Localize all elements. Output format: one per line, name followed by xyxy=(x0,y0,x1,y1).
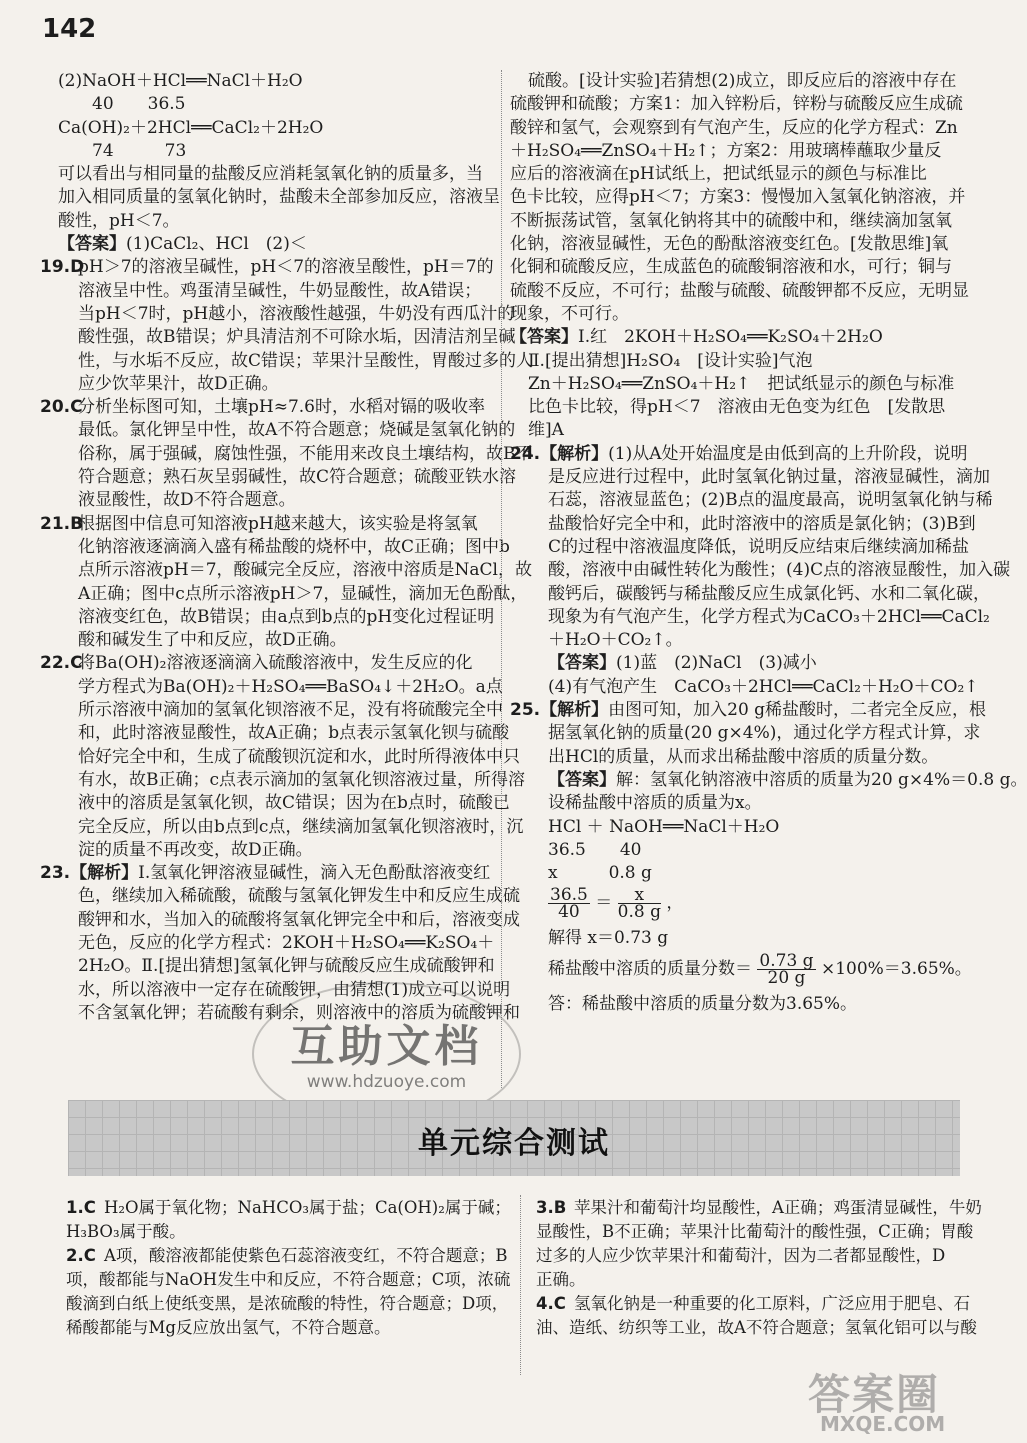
answer-label: 【答案】 xyxy=(58,234,126,255)
proportion-equation: $\frac{36.5}{40}$ ＝ $\frac{x}{0.8 g}$ ， xyxy=(550,885,684,923)
question-number: 19.D xyxy=(40,257,85,278)
fraction: $\frac{x}{0.8 g}$ xyxy=(617,885,661,923)
question-number: 2.C xyxy=(66,1246,96,1265)
stamp-text: 互助文档 xyxy=(290,1021,483,1072)
left-column: (2)NaOH＋HCl══NaCl＋H₂O 40 36.5 Ca(OH)₂＋2HCl══CaCl₂＋2H₂O 74 73 可以看出与相同量的盐酸反应消耗氢氧化钠的质量多，当 加入相同质量的氢氧化钠时，盐酸未全部参加反应，溶液呈 酸性，pH＜7。 【答案】(1)CaCl₂、HCl (2)＜ 19.DpH＞7的溶液呈碱性，pH＜7的溶液呈酸性，pH＝7的 溶液呈中性。鸡蛋清呈碱性，牛奶显酸性，故A错误； 当pH＜7时，pH越小，溶液酸性越强，牛奶没有西瓜汁的 酸性强，故B错误；炉具清洁剂不可除水垢，因清洁剂呈碱 性，与水垢不反应，故C错误；苹果汁呈酸性，胃酸过多的人 应少饮苹果汁，故D正确。 20.C分析坐标图可知，土壤pH≈7.6时，水稻对镉的吸收率 最低。氯化钾呈中性，故A不符合题意；烧碱是氢氧化钠的 俗称，属于强碱，腐蚀性强，不能用来改良土壤结构，故B不 符合题意；熟石灰呈弱碱性，故C符合题意；硫酸亚铁水溶 液显酸性，故D不符合题意。 21.B根据图中信息可知溶液pH越来越大，该实验是将氢氧 化钠溶液逐滴滴入盛有稀盐酸的烧杯中，故C正确；图中b 点所示溶液pH＝7，酸碱完全反应，溶液中溶质是NaCl，故 A正确；图中c点所示溶液pH＞7，显碱性，滴加无色酚酞， 溶液变红色，故B错误；由a点到b点的pH变化过程证明 酸和碱发生了中和反应，故D正确。 22.C将Ba(OH)₂溶液逐滴滴入硫酸溶液中，发生反应的化 学方程式为Ba(OH)₂＋H₂SO₄══BaSO₄↓＋2H₂O。a点 所示溶液中滴加的氢氧化钡溶液不足，没有将硫酸完全中 和，此时溶液显酸性，故A正确；b点表示氢氧化钡与硫酸 恰好完全中和，生成了硫酸钡沉淀和水，此时所得液体中只 有水，故B正确；c点表示滴加的氢氧化钡溶液过量，所得溶 液中的溶质是氢氧化钡，故C错误；因为在b点时，硫酸已 完全反应，所以由b点到c点，继续滴加氢氧化钡溶液时，沉 淀的质量不再改变，故D正确。 23.【解析】Ⅰ.氢氧化钾溶液显碱性，滴入无色酚酞溶液变红 色，继续加入稀硫酸，硫酸与氢氧化钾发生中和反应生成硫 酸钾和水，当加入的硫酸将氢氧化钾完全中和后，溶液变成 无色，反应的化学方程式：2KOH＋H₂SO₄══K₂SO₄＋ 2H₂O。Ⅱ.[提出猜想]氢氧化钾与硫酸反应生成硫酸钾和 水，所以溶液中一定存在硫酸钾，由猜想(1)成立可以说明 不含氢氧化钾；若硫酸有剩余，则溶液中的溶质为硫酸钾和 xyxy=(40,71,534,1023)
question-19: 19.DpH＞7的溶液呈碱性，pH＜7的溶液呈酸性，pH＝7的 xyxy=(40,256,490,279)
question-number: 24.【解析】 xyxy=(510,443,609,464)
answer-line: 【答案】解：氢氧化钠溶液中溶质的质量为20 g×4%＝0.8 g。 xyxy=(548,769,1027,790)
section-banner xyxy=(68,1100,960,1176)
column-divider xyxy=(520,1195,521,1375)
watermark-text: 答案圈 xyxy=(808,1370,941,1419)
question-3: 3.B 苹果汁和葡萄汁均显酸性，A正确；鸡蛋清显碱性，牛奶 xyxy=(536,1196,966,1220)
right-column: 硫酸。[设计实验]若猜想(2)成立，即反应后的溶液中存在 硫酸钾和硫酸；方案1：加入锌粉后，锌粉与硫酸反应生成硫 酸锌和氢气，会观察到有气泡产生，反应的化学方程式：Zn ＋H₂SO₄══ZnSO₄＋H₂↑；方案2：用玻璃棒蘸取少量反 应后的溶液滴在pH试纸上，把试纸显示的颜色与标准比 色卡比较，应得pH＜7；方案3：慢慢加入氢氧化钠溶液，并 不断振荡试管，氢氧化钠将其中的硫酸中和，继续滴加氢氧 化钠，溶液显碱性，无色的酚酞溶液变红色。[发散思维]氧 化铜和硫酸反应，生成蓝色的硫酸铜溶液和水，可行；铜与 硫酸不反应，不可行；盐酸与硫酸、硫酸钾都不反应，无明显 现象，不可行。 【答案】Ⅰ.红 2KOH＋H₂SO₄══K₂SO₄＋2H₂O Ⅱ.[提出猜想]H₂SO₄ [设计实验]气泡 Zn＋H₂SO₄══ZnSO₄＋H₂↑ 把试纸显示的颜色与标准 比色卡比较，得pH＜7 溶液由无色变为红色 [发散思 维]A 24.【解析】(1)从A处开始温度是由低到高的上升阶段，说明 是反应进行过程中，此时氢氧化钠过量，溶液显碱性，滴加 石蕊，溶液显蓝色；(2)B点的温度最高，说明氢氧化钠与稀 盐酸恰好完全中和，此时溶液中的溶质是氯化钠；(3)B到 C的过程中溶液温度降低，说明反应结束后继续滴加稀盐 酸，溶液中由碱性转化为酸性；(4)C点的溶液显酸性，加入碳 酸钙后，碳酸钙与稀盐酸反应生成氯化钙、水和二氧化碳， 现象为有气泡产生，化学方程式为CaCO₃＋2HCl══CaCl₂ ＋H₂O＋CO₂↑。 【答案】(1)蓝 (2)NaCl (3)减小 (4)有气泡产生 CaCO₃＋2HCl══CaCl₂＋H₂O＋CO₂↑ 25.【解析】由图可知，加入20 g稀盐酸时，二者完全反应，根 据氢氧化钠的质量(20 g×4%)，通过化学方程式计算，求 出HCl的质量，从而求出稀盐酸中溶质的质量分数。 【答案】解：氢氧化钠溶液中溶质的质量为20 g×4%＝0.8 g。 设稀盐酸中溶质的质量为x。 HCl ＋ NaOH══NaCl＋H₂O 36.5 40 x 0.8 g $\frac{36.5}{40}$ ＝ $\frac{x}{0.8 g}$ ， 解得 x＝0.73 g 稀盐酸中溶质的质量分数＝ $\frac{0.73 g}{20 g}$ ×100%＝3.65%。 答：稀盐酸中溶质的质量分数为3.65%。 xyxy=(510,71,1027,1014)
question-number: 22.C xyxy=(40,653,83,674)
fraction: $\frac{0.73 g}{20 g}$ xyxy=(759,950,814,988)
answer-label: 【答案】 xyxy=(548,769,616,790)
section-title: 单元综合测试 xyxy=(418,1126,610,1161)
question-number: 3.B xyxy=(536,1198,567,1217)
fraction: $\frac{36.5}{40}$ xyxy=(550,885,588,923)
answer-text: (1)CaCl₂、HCl (2)＜ xyxy=(126,234,307,255)
equation-line: 40 36.5 xyxy=(92,94,186,115)
stamp-url: www.hdzuoye.com xyxy=(306,1072,467,1092)
bottom-left-column: 1.C H₂O属于氧化物；NaHCO₃属于盐；Ca(OH)₂属于碱； H₃BO₃属于酸。 2.C A项，酸溶液都能使紫色石蕊溶液变红，不符合题意；B 项，酸都能与NaOH发生中和反应，不符合题意；C项，浓硫 酸滴到白纸上使纸变黑，是浓硫酸的特性，符合题意；D项， 稀酸都能与Mg反应放出氢气，不符合题意。 xyxy=(66,1198,511,1337)
question-number: 23.【解析】 xyxy=(40,863,139,884)
corner-watermark xyxy=(790,1362,990,1440)
watermark-url: MXQE.COM xyxy=(820,1412,946,1436)
question-number: 21.B xyxy=(40,513,84,534)
equation-line: (2)NaOH＋HCl══NaCl＋H₂O xyxy=(58,71,303,91)
text-line: 可以看出与相同量的盐酸反应消耗氢氧化钠的质量多，当 xyxy=(58,164,483,185)
question-20: 20.C分析坐标图可知，土壤pH≈7.6时，水稻对镉的吸收率 xyxy=(40,396,490,419)
question-24: 24.【解析】(1)从A处开始温度是由低到高的上升阶段，说明 xyxy=(510,443,968,464)
percent-equation: 稀盐酸中溶质的质量分数＝ $\frac{0.73 g}{20 g}$ ×100%＝3.65%。 xyxy=(548,950,972,988)
question-number: 20.C xyxy=(40,397,83,418)
bottom-right-column: 3.B 苹果汁和葡萄汁均显酸性，A正确；鸡蛋清显碱性，牛奶 显酸性，B不正确；苹果汁比葡萄汁的酸性强，C正确；胃酸 过多的人应少饮苹果汁和葡萄汁，因为二者都显酸性，D 正确。 4.C 氢氧化钠是一种重要的化工原料，广泛应用于肥皂、石 油、造纸、纺织等工业，故A不符合题意；氢氧化铝可以与酸 xyxy=(536,1198,982,1337)
question-number: 25.【解析】 xyxy=(510,700,609,721)
answer-label: 【答案】 xyxy=(510,327,578,348)
question-1: 1.C H₂O属于氧化物；NaHCO₃属于盐；Ca(OH)₂属于碱； xyxy=(66,1196,506,1220)
page-number: 142 xyxy=(42,14,97,44)
answer-line xyxy=(40,233,490,256)
answer-line: 【答案】(1)蓝 (2)NaCl (3)减小 xyxy=(548,653,817,674)
question-21: 21.B根据图中信息可知溶液pH越来越大，该实验是将氢氧 xyxy=(40,513,490,536)
question-22: 22.C将Ba(OH)₂溶液逐滴滴入硫酸溶液中，发生反应的化 xyxy=(40,652,490,675)
text-line: 酸性，pH＜7。 xyxy=(58,210,180,231)
answer-label: 【答案】 xyxy=(548,653,616,674)
equation-line: 74 73 xyxy=(92,140,187,161)
question-2: 2.C A项，酸溶液都能使紫色石蕊溶液变红，不符合题意；B xyxy=(66,1244,506,1268)
equation-line: Ca(OH)₂＋2HCl══CaCl₂＋2H₂O xyxy=(58,117,324,138)
column-divider xyxy=(501,70,502,1088)
question-4: 4.C 氢氧化钠是一种重要的化工原料，广泛应用于肥皂、石 xyxy=(536,1292,966,1316)
question-25: 25.【解析】由图可知，加入20 g稀盐酸时，二者完全反应，根 xyxy=(510,700,987,721)
text-line: 加入相同质量的氢氧化钠时，盐酸未全部参加反应，溶液呈 xyxy=(58,187,500,208)
question-23: 23.【解析】Ⅰ.氢氧化钾溶液显碱性，滴入无色酚酞溶液变红 xyxy=(40,863,491,884)
answer-line: 【答案】Ⅰ.红 2KOH＋H₂SO₄══K₂SO₄＋2H₂O xyxy=(510,327,883,348)
question-number: 4.C xyxy=(536,1294,566,1313)
question-number: 1.C xyxy=(66,1198,96,1217)
